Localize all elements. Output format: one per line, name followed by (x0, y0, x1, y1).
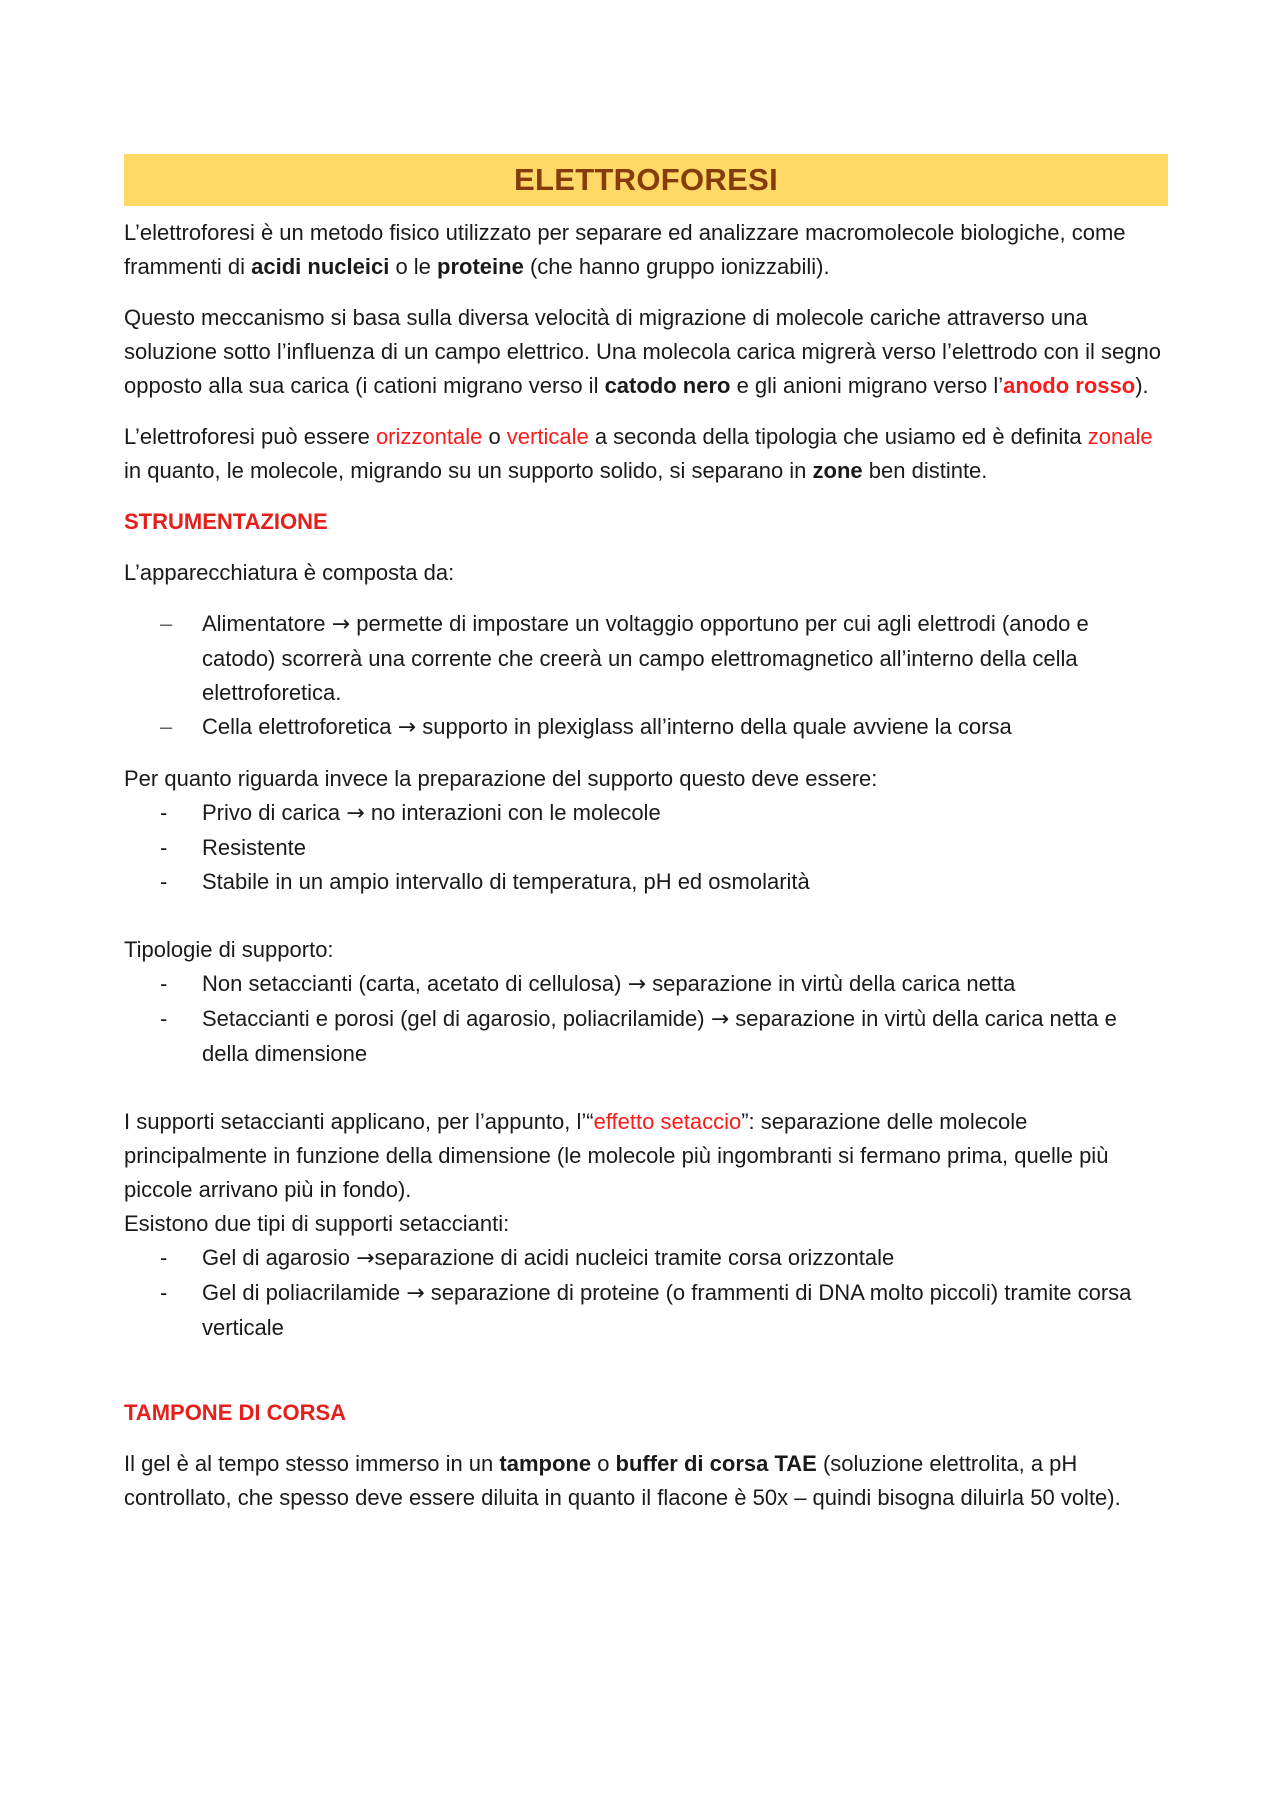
bullet: - (160, 800, 168, 825)
text: ). (1135, 373, 1149, 398)
text: e gli anioni migrano verso l’ (730, 373, 1004, 398)
text: L’elettroforesi è un metodo fisico utilizzato per separare ed analizzare macromolecole biologiche, come frammenti di (124, 220, 1126, 279)
sieve-types-list (124, 1241, 1168, 1345)
bold-text: buffer di corsa TAE (615, 1451, 817, 1476)
intro-paragraph-1 (124, 216, 1168, 284)
item-name: Setaccianti e porosi (gel di agarosio, poliacrilamide) (202, 1006, 705, 1031)
text: L’elettroforesi può essere (124, 424, 376, 449)
bold-text: catodo nero (604, 373, 731, 398)
text: Questo meccanismo si basa sulla diversa velocità di migrazione di molecole cariche attraverso una soluzione sotto l’influenza di un campo elettrico. Una molecola carica migrerà verso l’elettrodo con il segno opposto alla sua carica (i cationi migrano verso il (124, 305, 1161, 398)
list-item (124, 710, 1168, 745)
intro-paragraph-3 (124, 420, 1168, 488)
intro-paragraph-2 (124, 301, 1168, 403)
item-name: Resistente (202, 835, 306, 860)
item-name: Alimentatore (202, 611, 326, 636)
list-item (124, 1002, 1168, 1071)
red-bold-text: anodo rosso (1003, 373, 1136, 398)
bullet: – (160, 611, 173, 636)
arrow-right-icon: → (346, 801, 365, 826)
list-item (124, 1276, 1168, 1345)
bullet: - (160, 1245, 168, 1270)
support-types-lead: Tipologie di supporto: (124, 937, 334, 962)
text: I supporti setaccianti applicano, per l’appunto, l’“ (124, 1109, 594, 1134)
text: o (591, 1451, 616, 1476)
item-name: Cella elettroforetica (202, 714, 392, 739)
text: ”: separazione delle molecole principalmente in funzione della dimensione (le molecole più ingombranti si fermano prima, quelle più piccole arrivano più in fondo). (124, 1109, 1109, 1202)
text: (che hanno gruppo ionizzabili). (523, 254, 830, 279)
sieve-effect-paragraph (124, 1105, 1168, 1207)
item-text: separazione di acidi nucleici tramite corsa orizzontale (374, 1245, 895, 1270)
arrow-right-icon: → (331, 612, 351, 637)
section-heading-tampone: TAMPONE DI CORSA (124, 1400, 347, 1425)
page-title: ELETTROFORESI (514, 162, 778, 197)
arrow-right-icon: → (397, 715, 417, 740)
text: o le (389, 254, 438, 279)
bold-text: tampone (499, 1451, 592, 1476)
bullet: - (160, 1280, 168, 1305)
arrow-right-icon: → (406, 1281, 425, 1306)
bullet: - (160, 869, 168, 894)
arrow-right-icon: → (710, 1007, 730, 1032)
bold-text: acidi nucleici (251, 254, 390, 279)
tampone-paragraph (124, 1447, 1168, 1515)
bullet: - (160, 971, 168, 996)
bold-text: proteine (437, 254, 524, 279)
support-lead: Per quanto riguarda invece la preparazione del supporto questo deve essere: (124, 766, 878, 791)
red-text: zonale (1087, 424, 1153, 449)
item-text: separazione di proteine (o frammenti di DNA molto piccoli) tramite corsa verticale (202, 1280, 1132, 1340)
text: in quanto, le molecole, migrando su un supporto solido, si separano in (124, 458, 813, 483)
item-name: Non setaccianti (carta, acetato di cellulosa) (202, 971, 622, 996)
text: Il gel è al tempo stesso immerso in un (124, 1451, 500, 1476)
item-name: Stabile in un ampio intervallo di temperatura, pH ed osmolarità (202, 869, 810, 894)
apparatus-list (124, 607, 1168, 745)
bullet: – (160, 714, 173, 739)
item-name: Privo di carica (202, 800, 341, 825)
support-types-list (124, 967, 1168, 1071)
list-item (124, 967, 1168, 1002)
apparatus-lead: L’apparecchiatura è composta da: (124, 560, 455, 585)
item-text: separazione in virtù della carica netta e della dimensione (202, 1006, 1117, 1066)
text: a seconda della tipologia che usiamo ed è definita (588, 424, 1088, 449)
text: (soluzione elettrolita, a pH controllato, che spesso deve essere diluita in quanto il flacone è 50x – quindi bisogna diluirla 50 volte). (124, 1451, 1121, 1510)
sieve-types-lead: Esistono due tipi di supporti setaccianti: (124, 1211, 510, 1236)
bold-text: zone (812, 458, 863, 483)
red-text: effetto setaccio (593, 1109, 742, 1134)
item-text: separazione in virtù della carica netta (652, 971, 1016, 996)
list-item (124, 1241, 1168, 1276)
arrow-right-icon: → (356, 1246, 375, 1271)
red-text: verticale (506, 424, 589, 449)
item-text: no interazioni con le molecole (370, 800, 661, 825)
list-item (124, 607, 1168, 710)
bullet: - (160, 835, 168, 860)
item-name: Gel di poliacrilamide (202, 1280, 401, 1305)
list-item (124, 796, 1168, 831)
red-text: orizzontale (375, 424, 483, 449)
list-item (124, 865, 1168, 899)
item-text: permette di impostare un voltaggio opportuno per cui agli elettrodi (anodo e catodo) scorrerà una corrente che creerà un campo elettromagnetico all’interno della cella elettroforetica. (202, 611, 1089, 705)
document-page (124, 154, 1168, 1515)
item-text: supporto in plexiglass all’interno della quale avviene la corsa (422, 714, 1012, 739)
text: o (482, 424, 507, 449)
support-requirements-list (124, 796, 1168, 899)
item-name: Gel di agarosio (202, 1245, 350, 1270)
section-heading-strumentazione: STRUMENTAZIONE (124, 509, 328, 534)
arrow-right-icon: → (627, 972, 646, 997)
text: ben distinte. (862, 458, 988, 483)
bullet: - (160, 1006, 168, 1031)
list-item (124, 831, 1168, 865)
title-banner (124, 154, 1168, 206)
